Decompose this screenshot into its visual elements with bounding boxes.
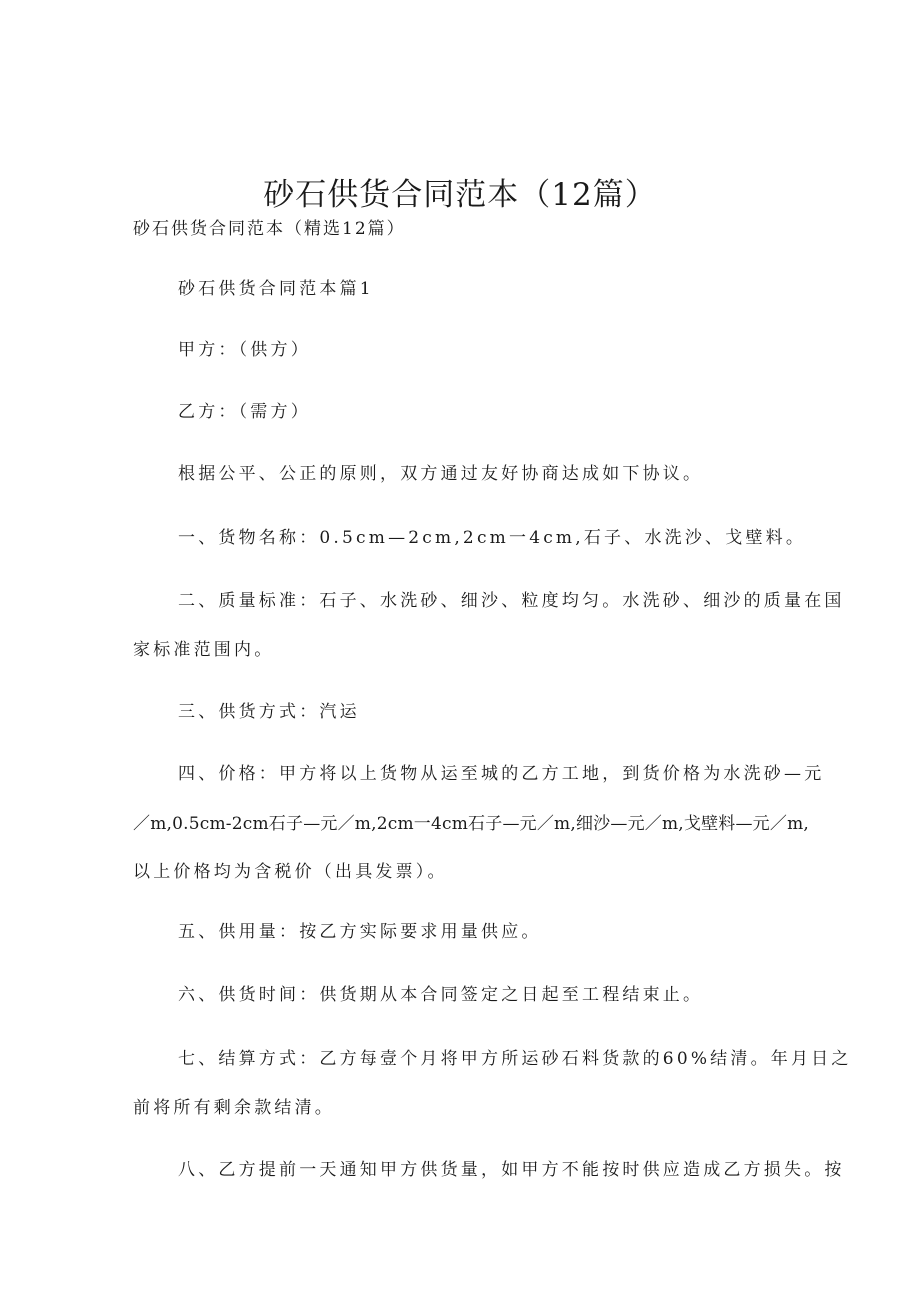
- clause-quality-line-1: 二、质量标准：石子、水洗砂、细沙、粒度均匀。水洗砂、细沙的质量在国: [178, 591, 845, 611]
- party-b: 乙方：（需方）: [178, 402, 311, 422]
- document-subtitle: 砂石供货合同范本（精选12篇）: [133, 219, 406, 239]
- clause-price-line-2: ／m,0.5cm-2cm石子—元／m,2cm一4cm石子—元／m,细沙—元／m,戈壁料—元／m,: [133, 814, 810, 834]
- clause-settlement-line-1: 七、结算方式：乙方每壹个月将甲方所运砂石料货款的60%结清。年月日之: [178, 1049, 852, 1069]
- clause-supply-method: 三、供货方式：汽运: [178, 702, 360, 722]
- clause-settlement-line-2: 前将所有剩余款结清。: [133, 1098, 335, 1118]
- section-heading: 砂石供货合同范本篇1: [178, 279, 374, 299]
- clause-price-line-3: 以上价格均为含税价（出具发票）。: [133, 862, 448, 882]
- agreement-basis: 根据公平、公正的原则，双方通过友好协商达成如下协议。: [178, 464, 704, 484]
- clause-supply-time: 六、供货时间：供货期从本合同签定之日起至工程结束止。: [178, 985, 704, 1005]
- document-title: 砂石供货合同范本（12篇）: [263, 176, 657, 213]
- clause-notice: 八、乙方提前一天通知甲方供货量，如甲方不能按时供应造成乙方损失。按: [178, 1160, 845, 1180]
- clause-quality-line-2: 家标准范围内。: [133, 640, 275, 660]
- clause-volume: 五、供用量：按乙方实际要求用量供应。: [178, 922, 542, 942]
- party-a: 甲方：（供方）: [178, 340, 311, 360]
- clause-goods: 一、货物名称：0.5cm—2cm,2cm一4cm,石子、水洗沙、戈壁料。: [178, 528, 807, 548]
- clause-price-line-1: 四、价格：甲方将以上货物从运至城的乙方工地，到货价格为水洗砂—元: [178, 764, 825, 784]
